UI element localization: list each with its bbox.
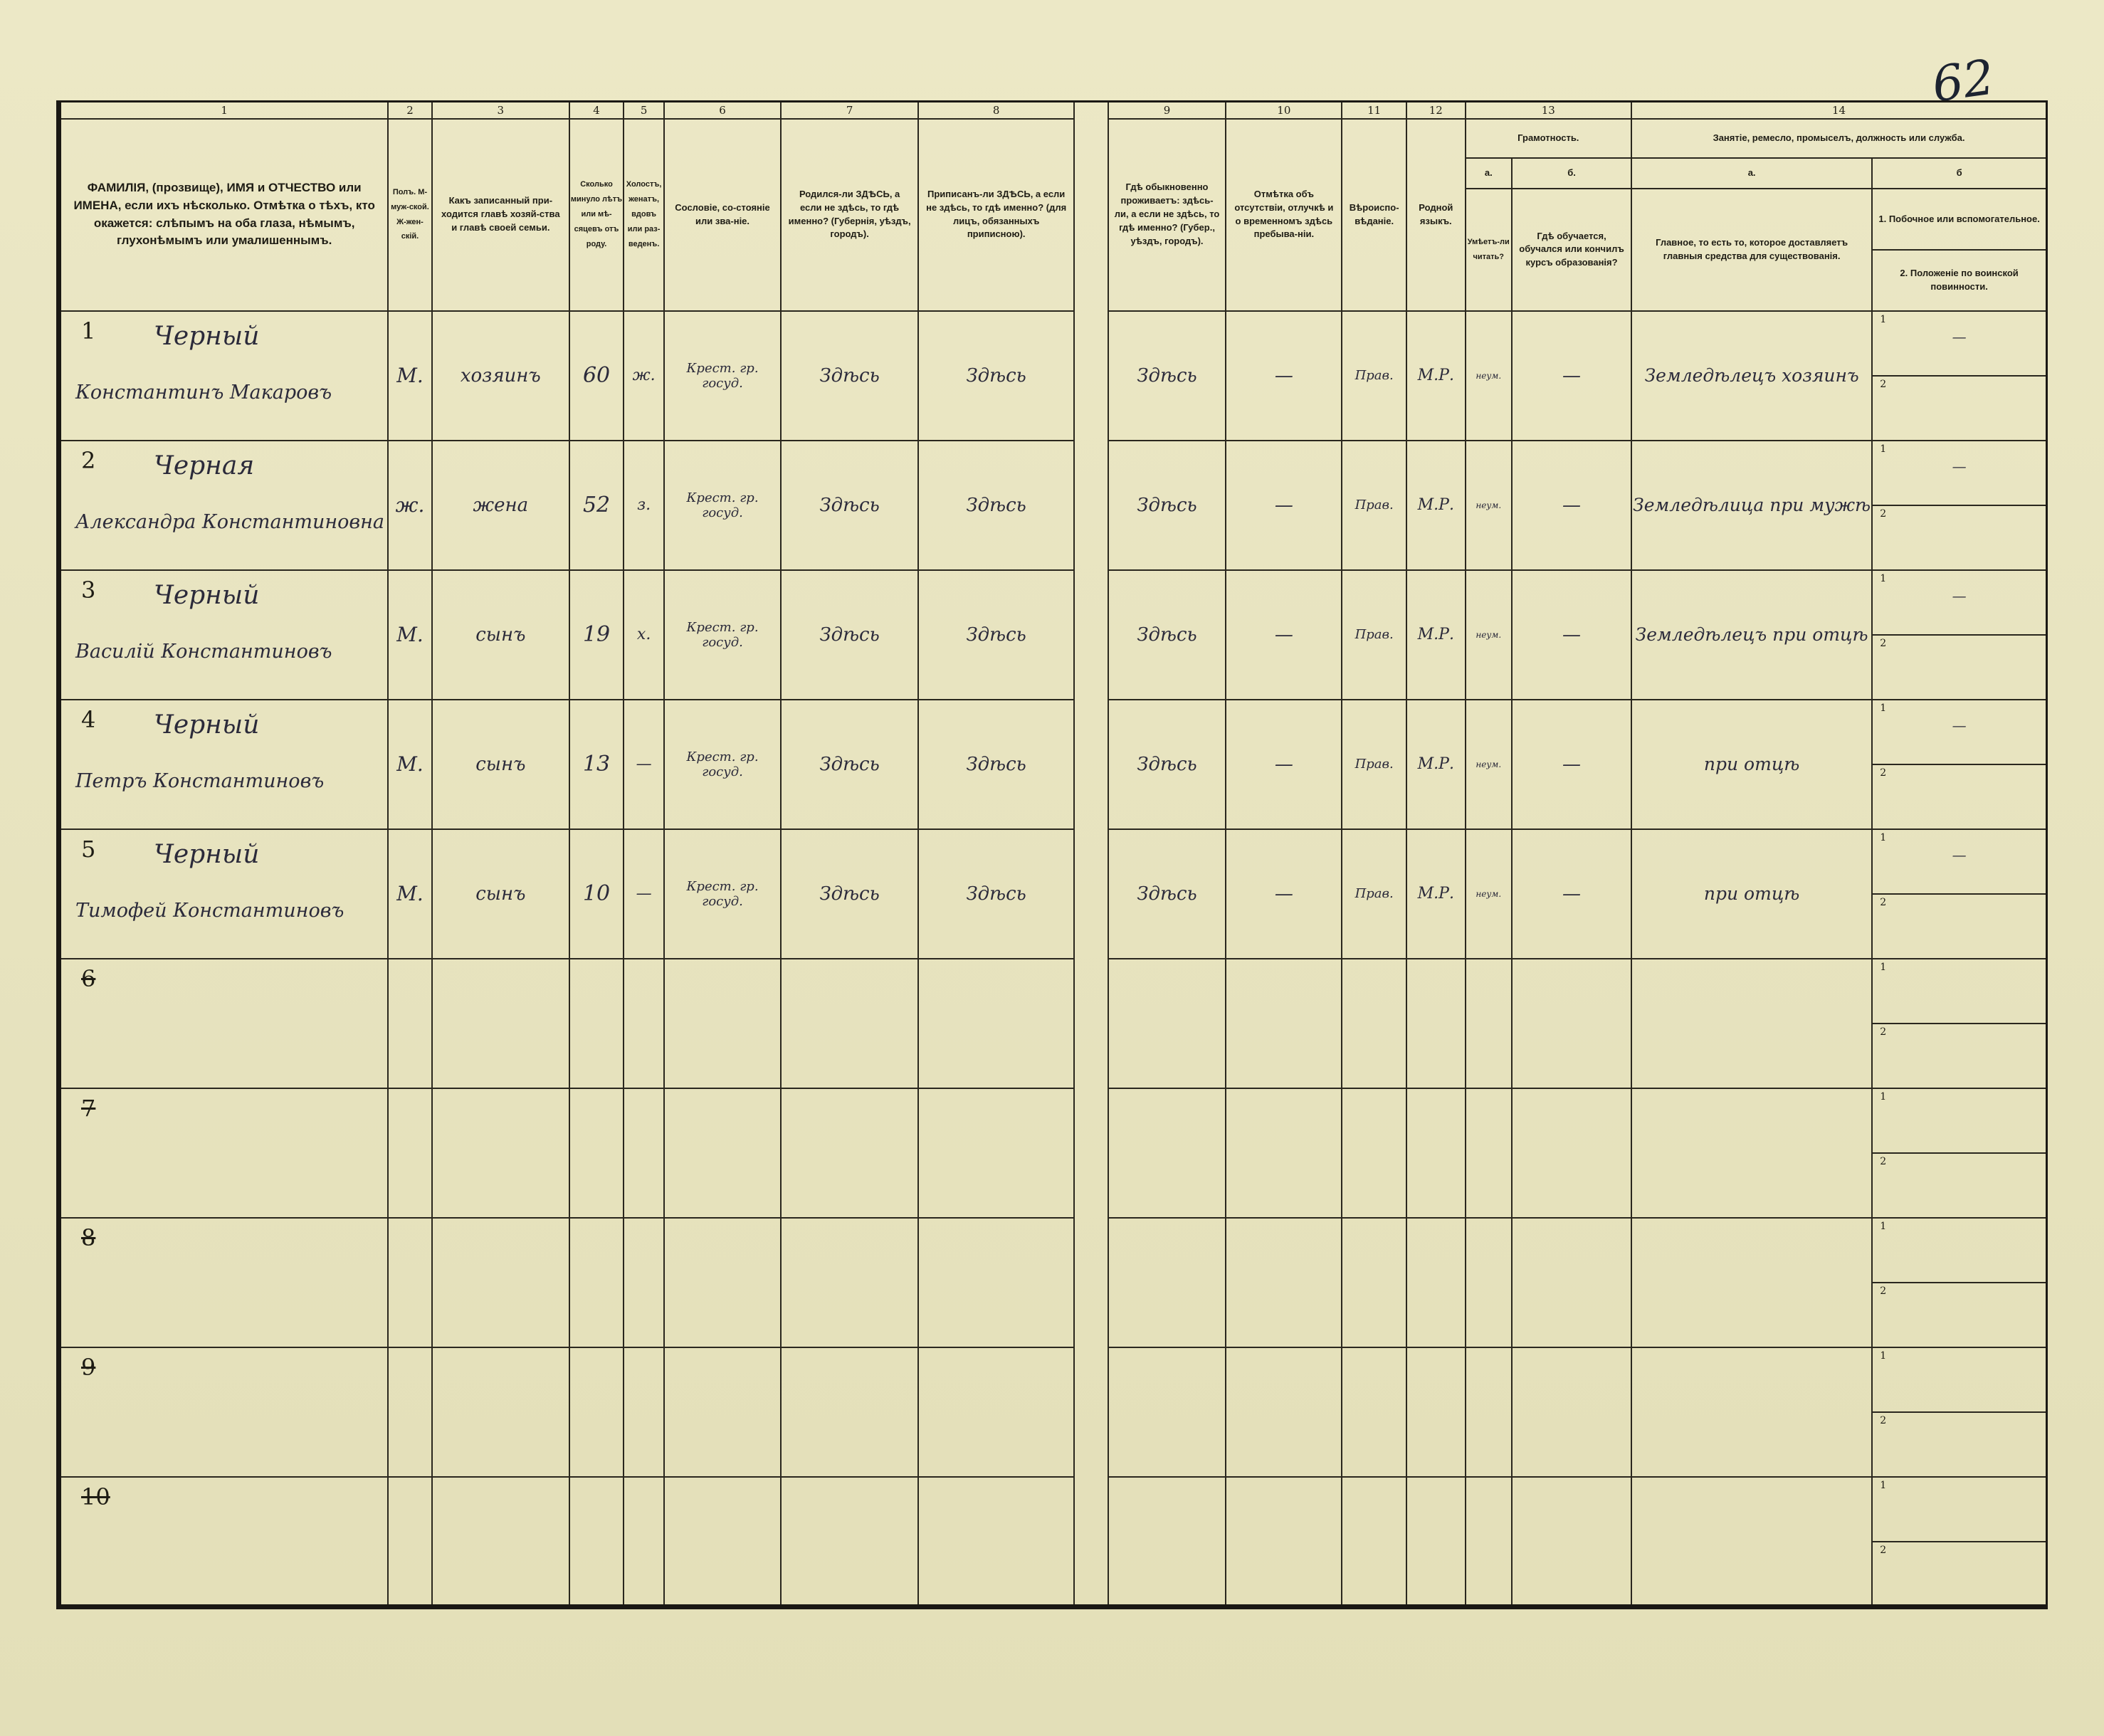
side-occupation-cell: [1872, 1477, 2046, 1542]
birthplace-value: Здѣсь: [781, 311, 918, 441]
sex-value: [388, 1218, 431, 1347]
column-number-row: [59, 102, 2047, 119]
military-status-cell: [1872, 376, 2046, 441]
header-birthplace: Родился-ли ЗДѢСЬ, а если не здѣсь, то гдѣ именно? (Губернія, уѣздъ, городъ).: [781, 119, 918, 311]
header-relation: Какъ записанный при-ходится главѣ хозяй-ства и главѣ своей семьи.: [432, 119, 569, 311]
age-value: 19: [569, 570, 624, 700]
school-value: [1512, 1088, 1631, 1218]
col-number: 14: [1631, 102, 2046, 119]
surname: Черный: [154, 710, 260, 740]
sub-label-1: 1: [1880, 1480, 1887, 1492]
name-cell: [59, 1218, 389, 1347]
absence-value: —: [1226, 570, 1342, 700]
estate-value: [664, 1477, 781, 1606]
age-value: [569, 1347, 624, 1477]
side-occupation-cell: [1872, 1088, 2046, 1153]
center-gutter: [1074, 1347, 1108, 1477]
header-religion: Вѣроиспо-вѣданіе.: [1342, 119, 1406, 311]
header-occupation-a-letter: а.: [1631, 158, 1872, 189]
sub-label-1: 1: [1880, 831, 1887, 843]
header-registered: Приписанъ-ли ЗДѢСЬ, а если не здѣсь, то гдѣ именно? (для лицъ, обязанныхъ приписною).: [918, 119, 1074, 311]
surname: Черная: [154, 451, 255, 480]
row-number: 4: [81, 705, 96, 733]
side-occupation-cell: [1872, 441, 2046, 505]
absence-value: [1226, 1477, 1342, 1606]
occupation-value: [1631, 1347, 1872, 1477]
side-occupation-value: —: [1952, 846, 1967, 863]
sex-value: М.: [388, 570, 431, 700]
row-number: 3: [81, 576, 96, 604]
side-occupation-value: —: [1952, 457, 1967, 475]
birthplace-value: Здѣсь: [781, 700, 918, 829]
school-value: [1512, 1218, 1631, 1347]
age-value: 60: [569, 311, 624, 441]
name-cell: [59, 829, 389, 959]
literate-value: неум.: [1466, 829, 1513, 959]
side-occupation-cell: [1872, 829, 2046, 894]
estate-value: Крест. гр. госуд.: [664, 829, 781, 959]
col-number: 13: [1466, 102, 1632, 119]
residence-value: Здѣсь: [1108, 570, 1226, 700]
header-occupation-b-letter: б: [1872, 158, 2046, 189]
sub-label-1: 1: [1880, 572, 1887, 584]
marital-value: [624, 959, 664, 1088]
military-status-cell: [1872, 1542, 2046, 1606]
sub-label-1: 1: [1880, 1091, 1887, 1103]
row-number: 6: [81, 965, 96, 992]
sex-value: [388, 959, 431, 1088]
school-value: —: [1512, 311, 1631, 441]
literate-value: неум.: [1466, 311, 1513, 441]
religion-value: Прав.: [1342, 311, 1406, 441]
header-age: Сколько минуло лѣтъ или мѣ-сяцевъ отъ роду.: [569, 119, 624, 311]
col-number: 11: [1342, 102, 1406, 119]
col-number: 6: [664, 102, 781, 119]
military-status-cell: [1872, 1153, 2046, 1218]
absence-value: [1226, 1088, 1342, 1218]
religion-value: [1342, 1088, 1406, 1218]
language-value: [1406, 1088, 1465, 1218]
military-status-cell: [1872, 764, 2046, 829]
center-gutter: [1074, 829, 1108, 959]
sub-label-2: 2: [1880, 1415, 1887, 1427]
absence-value: —: [1226, 441, 1342, 570]
given-name: Петръ Константиновъ: [75, 769, 325, 792]
language-value: М.Р.: [1406, 700, 1465, 829]
side-occupation-cell: [1872, 959, 2046, 1024]
col-number: 4: [569, 102, 624, 119]
header-main-occupation: Главное, то есть то, которое доставляетъ главныя средства для существованія.: [1631, 189, 1872, 310]
center-gutter: [1074, 1218, 1108, 1347]
center-gutter: [1074, 102, 1108, 119]
marital-value: [624, 1088, 664, 1218]
marital-value: —: [624, 829, 664, 959]
marital-value: [624, 1477, 664, 1606]
language-value: М.Р.: [1406, 570, 1465, 700]
header-literacy: Грамотность.: [1466, 119, 1632, 159]
literate-value: [1466, 959, 1513, 1088]
col-number: 2: [388, 102, 431, 119]
name-cell: [59, 441, 389, 570]
header-literacy-a-letter: а.: [1466, 158, 1513, 189]
registered-value: Здѣсь: [918, 829, 1074, 959]
religion-value: [1342, 959, 1406, 1088]
religion-value: Прав.: [1342, 441, 1406, 570]
table-row: [59, 570, 2047, 635]
col-number: 8: [918, 102, 1074, 119]
registered-value: [918, 1218, 1074, 1347]
military-status-cell: [1872, 635, 2046, 700]
literate-value: [1466, 1477, 1513, 1606]
school-value: —: [1512, 829, 1631, 959]
registered-value: [918, 1477, 1074, 1606]
occupation-value: Земледѣлецъ хозяинъ: [1631, 311, 1872, 441]
row-number: 7: [81, 1095, 96, 1122]
language-value: М.Р.: [1406, 441, 1465, 570]
religion-value: Прав.: [1342, 829, 1406, 959]
occupation-value: при отцѣ: [1631, 829, 1872, 959]
literate-value: неум.: [1466, 700, 1513, 829]
language-value: М.Р.: [1406, 311, 1465, 441]
row-number: 8: [81, 1224, 96, 1252]
sex-value: М.: [388, 700, 431, 829]
table-row: [59, 1088, 2047, 1153]
center-gutter: [1074, 1088, 1108, 1218]
age-value: 10: [569, 829, 624, 959]
sub-label-1: 1: [1880, 962, 1887, 973]
residence-value: [1108, 1218, 1226, 1347]
given-name: Василій Константиновъ: [75, 640, 332, 663]
estate-value: [664, 959, 781, 1088]
table-row: [59, 311, 2047, 376]
center-gutter: [1074, 119, 1108, 311]
sex-value: М.: [388, 311, 431, 441]
surname: Черный: [154, 839, 260, 869]
marital-value: х.: [624, 570, 664, 700]
age-value: [569, 1088, 624, 1218]
estate-value: Крест. гр. госуд.: [664, 700, 781, 829]
registered-value: Здѣсь: [918, 700, 1074, 829]
absence-value: [1226, 1347, 1342, 1477]
relation-value: [432, 1218, 569, 1347]
sex-value: ж.: [388, 441, 431, 570]
side-occupation-value: —: [1952, 327, 1967, 345]
relation-value: хозяинъ: [432, 311, 569, 441]
col-number: 7: [781, 102, 918, 119]
occupation-value: [1631, 1218, 1872, 1347]
military-status-cell: [1872, 1412, 2046, 1477]
side-occupation-cell: [1872, 700, 2046, 764]
registered-value: [918, 1088, 1074, 1218]
residence-value: Здѣсь: [1108, 311, 1226, 441]
table-row: [59, 1477, 2047, 1542]
row-number: 5: [81, 835, 96, 863]
sub-label-2: 2: [1880, 1545, 1887, 1557]
side-occupation-cell: [1872, 1347, 2046, 1412]
registered-value: Здѣсь: [918, 570, 1074, 700]
col-number: 9: [1108, 102, 1226, 119]
name-cell: [59, 700, 389, 829]
residence-value: [1108, 1477, 1226, 1606]
census-form-table: [56, 100, 2048, 1609]
sub-label-2: 2: [1880, 1285, 1887, 1298]
header-name: ФАМИЛІЯ, (прозвище), ИМЯ и ОТЧЕСТВО или ИМЕНА, если ихъ нѣсколько. Отмѣтка о тѣхъ, кто окажется: слѣпымъ на оба глаза, нѣмымъ, глухонѣмымъ или умалишеннымъ.: [59, 119, 389, 311]
age-value: 13: [569, 700, 624, 829]
row-number: 1: [81, 317, 96, 344]
religion-value: [1342, 1218, 1406, 1347]
residence-value: Здѣсь: [1108, 829, 1226, 959]
table-row: [59, 829, 2047, 894]
relation-value: [432, 1347, 569, 1477]
language-value: [1406, 959, 1465, 1088]
school-value: [1512, 1347, 1631, 1477]
center-gutter: [1074, 1477, 1108, 1606]
religion-value: Прав.: [1342, 570, 1406, 700]
estate-value: Крест. гр. госуд.: [664, 441, 781, 570]
center-gutter: [1074, 570, 1108, 700]
absence-value: —: [1226, 311, 1342, 441]
sub-label-1: 1: [1880, 1221, 1887, 1233]
col-number: 12: [1406, 102, 1465, 119]
sex-value: [388, 1477, 431, 1606]
sex-value: [388, 1347, 431, 1477]
literate-value: неум.: [1466, 570, 1513, 700]
relation-value: жена: [432, 441, 569, 570]
sub-label-1: 1: [1880, 443, 1887, 455]
residence-value: Здѣсь: [1108, 441, 1226, 570]
occupation-value: Земледѣлецъ при отцѣ: [1631, 570, 1872, 700]
header-absence: Отмѣтка объ отсутствіи, отлучкѣ и о временномъ здѣсь пребыва-ніи.: [1226, 119, 1342, 311]
header-sex: Полъ. М-муж-ской. Ж-жен-скій.: [388, 119, 431, 311]
sub-label-1: 1: [1880, 313, 1887, 325]
header-marital: Холостъ, женатъ, вдовъ или раз-веденъ.: [624, 119, 664, 311]
birthplace-value: [781, 1218, 918, 1347]
surname: Черный: [154, 580, 260, 610]
header-education: Гдѣ обучается, обучался или кончилъ курсъ образованія?: [1512, 189, 1631, 310]
side-occupation-value: —: [1952, 716, 1967, 734]
header-side-occupation: 1. Побочное или вспомогательное.: [1872, 189, 2046, 250]
row-number: 9: [81, 1354, 96, 1382]
entries: [59, 311, 2047, 1607]
residence-value: [1108, 959, 1226, 1088]
table-row: [59, 1218, 2047, 1283]
language-value: [1406, 1477, 1465, 1606]
military-status-cell: [1872, 1024, 2046, 1088]
religion-value: [1342, 1347, 1406, 1477]
age-value: [569, 1218, 624, 1347]
occupation-value: [1631, 1477, 1872, 1606]
relation-value: [432, 1088, 569, 1218]
name-cell: [59, 1088, 389, 1218]
absence-value: [1226, 1218, 1342, 1347]
name-cell: [59, 959, 389, 1088]
sub-label-2: 2: [1880, 1156, 1887, 1168]
age-value: [569, 1477, 624, 1606]
header-row-top: [59, 119, 2047, 159]
relation-value: [432, 1477, 569, 1606]
literate-value: [1466, 1088, 1513, 1218]
age-value: [569, 959, 624, 1088]
table-row: [59, 959, 2047, 1024]
sex-value: М.: [388, 829, 431, 959]
sub-label-1: 1: [1880, 1350, 1887, 1362]
header-language: Родной языкъ.: [1406, 119, 1465, 311]
absence-value: [1226, 959, 1342, 1088]
birthplace-value: Здѣсь: [781, 829, 918, 959]
name-cell: [59, 1347, 389, 1477]
side-occupation-cell: [1872, 1218, 2046, 1283]
center-gutter: [1074, 441, 1108, 570]
birthplace-value: [781, 959, 918, 1088]
language-value: [1406, 1218, 1465, 1347]
col-number: 10: [1226, 102, 1342, 119]
literate-value: [1466, 1218, 1513, 1347]
registered-value: Здѣсь: [918, 311, 1074, 441]
marital-value: з.: [624, 441, 664, 570]
residence-value: [1108, 1088, 1226, 1218]
header-estate: Сословіе, со-стояніе или зва-ніе.: [664, 119, 781, 311]
header-can-read: Умѣетъ-ли читать?: [1466, 189, 1513, 310]
header-residence: Гдѣ обыкновенно проживаетъ: здѣсь-ли, а если не здѣсь, то гдѣ именно? (Губер., уѣздъ, городъ).: [1108, 119, 1226, 311]
side-occupation-cell: [1872, 570, 2046, 635]
table-row: [59, 1347, 2047, 1412]
estate-value: [664, 1218, 781, 1347]
birthplace-value: [781, 1347, 918, 1477]
row-number: 10: [81, 1483, 110, 1511]
estate-value: [664, 1347, 781, 1477]
birthplace-value: [781, 1088, 918, 1218]
relation-value: [432, 959, 569, 1088]
sub-label-2: 2: [1880, 507, 1887, 520]
relation-value: сынъ: [432, 700, 569, 829]
residence-value: Здѣсь: [1108, 700, 1226, 829]
col-number: 1: [59, 102, 389, 119]
row-number: 2: [81, 446, 96, 474]
military-status-cell: [1872, 894, 2046, 959]
occupation-value: при отцѣ: [1631, 700, 1872, 829]
occupation-value: Земледѣлица при мужѣ: [1631, 441, 1872, 570]
literate-value: неум.: [1466, 441, 1513, 570]
school-value: —: [1512, 570, 1631, 700]
name-cell: [59, 311, 389, 441]
literate-value: [1466, 1347, 1513, 1477]
sub-label-2: 2: [1880, 1026, 1887, 1038]
sex-value: [388, 1088, 431, 1218]
occupation-value: [1631, 959, 1872, 1088]
relation-value: сынъ: [432, 829, 569, 959]
table-row: [59, 700, 2047, 764]
header-literacy-b-letter: б.: [1512, 158, 1631, 189]
birthplace-value: [781, 1477, 918, 1606]
name-cell: [59, 570, 389, 700]
given-name: Константинъ Макаровъ: [75, 381, 332, 404]
language-value: [1406, 1347, 1465, 1477]
military-status-cell: [1872, 505, 2046, 570]
birthplace-value: Здѣсь: [781, 570, 918, 700]
occupation-value: [1631, 1088, 1872, 1218]
birthplace-value: Здѣсь: [781, 441, 918, 570]
school-value: —: [1512, 441, 1631, 570]
sub-label-1: 1: [1880, 702, 1887, 714]
side-occupation-cell: [1872, 311, 2046, 376]
registered-value: [918, 1347, 1074, 1477]
school-value: [1512, 1477, 1631, 1606]
registered-value: Здѣсь: [918, 441, 1074, 570]
estate-value: [664, 1088, 781, 1218]
marital-value: —: [624, 700, 664, 829]
table-row: [59, 441, 2047, 505]
header-occupation: Занятіе, ремесло, промыселъ, должность или служба.: [1631, 119, 2046, 159]
name-cell: [59, 1477, 389, 1606]
religion-value: [1342, 1477, 1406, 1606]
page-number: 62: [1928, 49, 1998, 114]
military-status-cell: [1872, 1283, 2046, 1347]
absence-value: —: [1226, 700, 1342, 829]
residence-value: [1108, 1347, 1226, 1477]
school-value: —: [1512, 700, 1631, 829]
sub-label-2: 2: [1880, 896, 1887, 908]
side-occupation-value: —: [1952, 586, 1967, 604]
estate-value: Крест. гр. госуд.: [664, 570, 781, 700]
col-number: 3: [432, 102, 569, 119]
sub-label-2: 2: [1880, 637, 1887, 649]
absence-value: —: [1226, 829, 1342, 959]
given-name: Александра Константиновна: [75, 510, 384, 533]
relation-value: сынъ: [432, 570, 569, 700]
sub-label-2: 2: [1880, 378, 1887, 390]
center-gutter: [1074, 311, 1108, 441]
center-gutter: [1074, 959, 1108, 1088]
estate-value: Крест. гр. госуд.: [664, 311, 781, 441]
given-name: Тимофей Константиновъ: [75, 899, 344, 922]
language-value: М.Р.: [1406, 829, 1465, 959]
marital-value: [624, 1347, 664, 1477]
col-number: 5: [624, 102, 664, 119]
header-military-status: 2. Положеніе по воинской повинности.: [1872, 250, 2046, 311]
center-gutter: [1074, 700, 1108, 829]
religion-value: Прав.: [1342, 700, 1406, 829]
registered-value: [918, 959, 1074, 1088]
marital-value: ж.: [624, 311, 664, 441]
marital-value: [624, 1218, 664, 1347]
age-value: 52: [569, 441, 624, 570]
sub-label-2: 2: [1880, 767, 1887, 779]
school-value: [1512, 959, 1631, 1088]
surname: Черный: [154, 321, 260, 351]
